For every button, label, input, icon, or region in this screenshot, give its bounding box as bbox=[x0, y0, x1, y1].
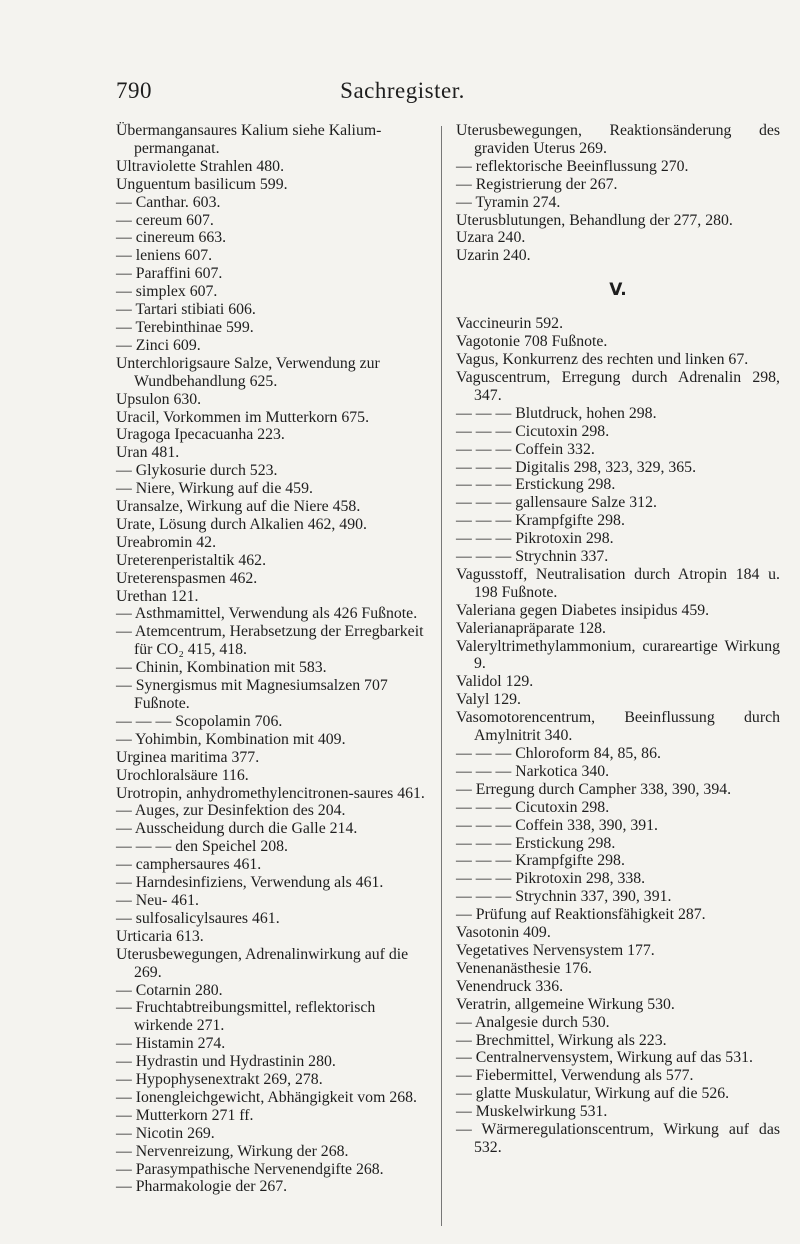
index-entry: — Auges, zur Desinfektion des 204. bbox=[116, 802, 346, 820]
index-entry: — Asthmamittel, Verwendung als 426 Fußnote. bbox=[116, 605, 418, 623]
running-title: Sachregister. bbox=[340, 78, 465, 103]
index-entry: Uzara 240. bbox=[456, 229, 526, 247]
index-entry: Vegetatives Nervensystem 177. bbox=[456, 941, 655, 959]
index-entry: — Ionengleichgewicht, Abhängigkeit vom 268. bbox=[116, 1088, 417, 1106]
index-entry: Uterusblutungen, Behandlung der 277, 280. bbox=[456, 211, 733, 229]
index-entry: — Wärmeregulationscentrum, Wirkung auf das 532. bbox=[456, 1121, 784, 1156]
index-entry: — Niere, Wirkung auf die 459. bbox=[116, 480, 313, 498]
right-column bbox=[456, 122, 784, 1157]
index-entry: — Tyramin 274. bbox=[456, 193, 561, 211]
index-entry: — sulfosalicylsaures 461. bbox=[116, 909, 280, 927]
index-entry: — Neu- 461. bbox=[116, 891, 199, 909]
index-entry: Upsulon 630. bbox=[116, 390, 202, 408]
index-entry: — Terebinthinae 599. bbox=[116, 318, 254, 336]
index-entry: — — — Pikrotoxin 298, 338. bbox=[456, 870, 646, 888]
section-letter: V. bbox=[609, 280, 627, 301]
index-entry: Übermangansaures Kalium siehe Kalium-permanganat. bbox=[116, 122, 382, 157]
index-entry: — Erregung durch Campher 338, 390, 394. bbox=[456, 780, 732, 798]
index-entry: — Canthar. 603. bbox=[116, 193, 221, 211]
index-entry: — glatte Muskulatur, Wirkung auf die 526. bbox=[456, 1085, 730, 1103]
index-entry: Veratrin, allgemeine Wirkung 530. bbox=[456, 995, 675, 1013]
index-entry: — — — Coffein 332. bbox=[456, 440, 595, 458]
index-entry: — — — Chloroform 84, 85, 86. bbox=[456, 745, 661, 762]
index-entry: — — — gallensaure Salze 312. bbox=[456, 494, 657, 512]
index-entry: — Muskelwirkung 531. bbox=[456, 1103, 608, 1121]
index-entry: — — — Narkotica 340. bbox=[456, 762, 610, 780]
index-entry: — — — Erstickung 298. bbox=[456, 834, 616, 852]
index-entry: Urochloralsäure 116. bbox=[116, 766, 249, 784]
index-entry: Urethan 121. bbox=[116, 587, 199, 605]
index-entry: — Hypophysenextrakt 269, 278. bbox=[116, 1071, 323, 1089]
index-entry: Ultraviolette Strahlen 480. bbox=[116, 157, 285, 175]
index-entry: Uran 481. bbox=[116, 444, 180, 462]
index-entry: Urate, Lösung durch Alkalien 462, 490. bbox=[116, 515, 367, 533]
index-entry: Ureterenperistaltik 462. bbox=[116, 551, 267, 569]
index-entry: — simplex 607. bbox=[116, 283, 218, 301]
index-entry: — — — Erstickung 298. bbox=[456, 476, 616, 494]
index-entry: Uransalze, Wirkung auf die Niere 458. bbox=[116, 498, 361, 516]
index-entry: — — — Blutdruck, hohen 298. bbox=[456, 404, 657, 422]
index-entry: — Chinin, Kombination mit 583. bbox=[116, 659, 327, 677]
index-entry: — — — Scopolamin 706. bbox=[116, 712, 283, 730]
index-entry: Vagotonie 708 Fußnote. bbox=[456, 333, 608, 351]
left-column bbox=[116, 122, 428, 1196]
index-entry: Uzarin 240. bbox=[456, 247, 531, 265]
index-entry: — Mutterkorn 271 ff. bbox=[116, 1106, 254, 1124]
index-entry: — — — Pikrotoxin 298. bbox=[456, 530, 614, 548]
index-entry: Ureabromin 42. bbox=[116, 533, 217, 551]
index-entry: Validol 129. bbox=[456, 673, 534, 691]
index-entry: — camphersaures 461. bbox=[116, 856, 262, 874]
index-entry: — Zinci 609. bbox=[116, 336, 201, 354]
index-entry: Uterusbewegungen, Adrenalinwirkung auf die 269. bbox=[116, 945, 413, 981]
index-entry: Vagusstoff, Neutralisation durch Atropin 184 u. 198 Fußnote. bbox=[456, 565, 784, 601]
index-entry: Venendruck 336. bbox=[456, 977, 564, 995]
right-column-top bbox=[456, 122, 784, 265]
page-header bbox=[116, 78, 689, 108]
index-entry: Valeriana gegen Diabetes insipidus 459. bbox=[456, 601, 710, 619]
right-column-bottom bbox=[456, 315, 784, 1157]
index-entry: — Prüfung auf Reaktionsfähigkeit 287. bbox=[456, 906, 706, 924]
index-entry: — Registrierung der 267. bbox=[456, 175, 618, 193]
index-entry: Uragoga Ipecacuanha 223. bbox=[116, 426, 285, 444]
index-entry: — — — Krampfgifte 298. bbox=[456, 852, 625, 870]
index-entry: — — — Cicutoxin 298. bbox=[456, 798, 610, 816]
index-entry: — Parasympathische Nervenendgifte 268. bbox=[116, 1160, 384, 1178]
index-entry: Vasotonin 409. bbox=[456, 924, 551, 942]
index-entry: — Analgesie durch 530. bbox=[456, 1013, 610, 1031]
index-entry: — Glykosurie durch 523. bbox=[116, 462, 278, 480]
index-entry: — Atemcentrum, Herabsetzung der Erregbarkeit für CO₂ 415, 418. bbox=[116, 623, 428, 659]
index-entry: — Synergismus mit Magnesiumsalzen 707 Fußnote. bbox=[116, 677, 392, 712]
index-entry: — — — Strychnin 337. bbox=[456, 548, 609, 566]
index-entry: Urticaria 613. bbox=[116, 927, 204, 945]
index-entry: Vagus, Konkurrenz des rechten und linken 67. bbox=[456, 351, 749, 369]
index-entry: — Centralnervensystem, Wirkung auf das 531. bbox=[456, 1049, 753, 1067]
index-entry: — Hydrastin und Hydrastinin 280. bbox=[116, 1053, 336, 1071]
index-entry: Valeryltrimethylammonium, curareartige Wirkung 9. bbox=[456, 637, 784, 673]
index-entry: Venenanästhesie 176. bbox=[456, 959, 592, 977]
index-entry: — Yohimbin, Kombination mit 409. bbox=[116, 730, 346, 748]
index-entry: Uracil, Vorkommen im Mutterkorn 675. bbox=[116, 408, 370, 426]
index-entry: Unguentum basilicum 599. bbox=[116, 175, 288, 193]
index-entry: — Ausscheidung durch die Galle 214. bbox=[116, 820, 358, 838]
index-entry: — — — Strychnin 337, 390, 391. bbox=[456, 888, 672, 906]
index-entry: Valerianapräparate 128. bbox=[456, 619, 606, 637]
index-entry: — cinereum 663. bbox=[116, 229, 227, 247]
index-entry: — Histamin 274. bbox=[116, 1035, 226, 1053]
index-entry: — Pharmakologie der 267. bbox=[116, 1178, 288, 1196]
index-entry: — Harndesinfiziens, Verwendung als 461. bbox=[116, 874, 384, 892]
index-entry: Urginea maritima 377. bbox=[116, 748, 260, 766]
index-entry: — Nicotin 269. bbox=[116, 1124, 215, 1142]
index-entry: Vaguscentrum, Erregung durch Adrenalin 298, 347. bbox=[456, 368, 784, 404]
column-divider bbox=[441, 126, 442, 1226]
index-entry: — — — Coffein 338, 390, 391. bbox=[456, 816, 658, 834]
index-entry: — Fruchtabtreibungsmittel, reflektorisch wirkende 271. bbox=[116, 999, 380, 1035]
index-entry: — Cotarnin 280. bbox=[116, 981, 223, 999]
index-entry: — Nervenreizung, Wirkung der 268. bbox=[116, 1142, 349, 1160]
index-entry: — — — Krampfgifte 298. bbox=[456, 512, 625, 530]
index-entry: — Paraffini 607. bbox=[116, 265, 223, 283]
index-entry: — cereum 607. bbox=[116, 211, 214, 229]
page-number: 790 bbox=[116, 78, 152, 103]
index-entry: Uterusbewegungen, Reaktionsänderung des graviden Uterus 269. bbox=[456, 122, 784, 157]
index-entry: — — — den Speichel 208. bbox=[116, 838, 288, 856]
index-entry: — Brechmittel, Wirkung als 223. bbox=[456, 1031, 667, 1049]
index-entry: — Fiebermittel, Verwendung als 577. bbox=[456, 1067, 694, 1085]
index-entry: — — — Digitalis 298, 323, 329, 365. bbox=[456, 458, 697, 476]
index-entry: Vaccineurin 592. bbox=[456, 315, 564, 333]
index-entry: Valyl 129. bbox=[456, 691, 521, 709]
index-entry: — — — Cicutoxin 298. bbox=[456, 422, 610, 440]
index-entry: Ureterenspasmen 462. bbox=[116, 569, 258, 587]
index-entry: Unterchlorigsaure Salze, Verwendung zur Wundbehandlung 625. bbox=[116, 354, 384, 390]
index-entry: — Tartari stibiati 606. bbox=[116, 301, 256, 319]
index-entry: Vasomotorencentrum, Beeinflussung durch Amylnitrit 340. bbox=[456, 709, 784, 745]
index-entry: — reflektorische Beeinflussung 270. bbox=[456, 157, 689, 175]
index-entry: — leniens 607. bbox=[116, 247, 213, 265]
index-entry: Urotropin, anhydromethylencitronen-saures 461. bbox=[116, 784, 425, 802]
